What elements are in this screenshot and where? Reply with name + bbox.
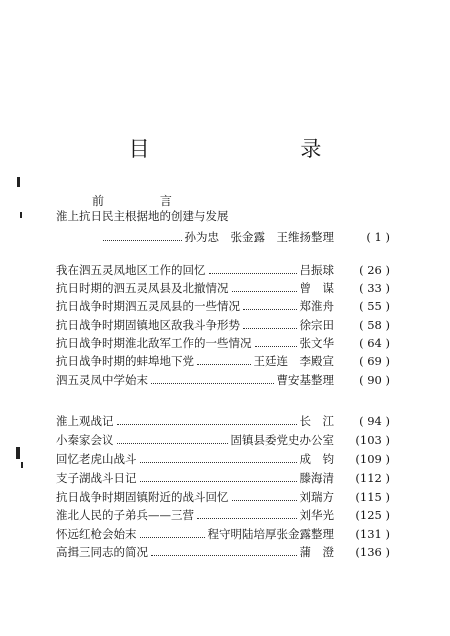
toc-entry [56, 279, 390, 297]
scan-artifact-mark [17, 177, 20, 187]
toc-entry [56, 543, 390, 561]
dot-leader [197, 512, 297, 519]
toc-entry-page: ( 1 ) [366, 230, 390, 244]
toc-entry [56, 316, 390, 334]
toc-entry-page: (115 ) [355, 490, 390, 504]
toc-entry [56, 450, 390, 468]
toc-entry [100, 228, 390, 246]
dot-leader [103, 234, 182, 241]
toc-entry-title: 抗日战争时期固镇附近的战斗回忆 [56, 490, 229, 504]
dot-leader [243, 303, 297, 310]
toc-entry-title: 抗日战争时期泗五灵凤县的一些情况 [56, 299, 240, 313]
preface-entry: 前 言 [92, 194, 198, 208]
toc-entry [56, 488, 390, 506]
toc-entry-title: 淮北人民的子弟兵——三营 [56, 508, 194, 522]
toc-entry-author: 吕振球 [299, 263, 334, 277]
toc-entry [56, 261, 390, 279]
toc-entry [56, 506, 390, 524]
toc-entry-title: 抗日战争时期淮北敌军工作的一些情况 [56, 336, 252, 350]
toc-entry-author: 曾 谋 [299, 281, 334, 295]
toc-entry-page: ( 94 ) [359, 414, 390, 428]
toc-entry-author: 长 江 [299, 414, 334, 428]
toc-entry-author: 徐宗田 [299, 318, 334, 332]
toc-entry-title: 怀远红枪会始末 [56, 527, 137, 541]
toc-entry-author: 曹安基整理 [276, 373, 334, 387]
dot-leader [209, 267, 297, 274]
dot-leader [151, 549, 297, 556]
toc-entry-title: 高揖三同志的简况 [56, 545, 148, 559]
toc-entry-author: 孙为忠 张金露 王维扬整理 [184, 230, 334, 244]
toc-entry [56, 469, 390, 487]
toc-entry-page: ( 69 ) [359, 354, 390, 368]
toc-entry-page: (112 ) [355, 471, 390, 485]
toc-entry-page: ( 58 ) [359, 318, 390, 332]
toc-entry-title: 我在泗五灵凤地区工作的回忆 [56, 263, 206, 277]
toc-entry [56, 431, 390, 449]
toc-entry-author: 郑淮舟 [299, 299, 334, 313]
toc-entry-page: ( 90 ) [359, 373, 390, 387]
dot-leader [140, 531, 205, 538]
toc-entry-title: 回忆老虎山战斗 [56, 452, 137, 466]
dot-leader [117, 418, 297, 425]
dot-leader [140, 456, 297, 463]
dot-leader [255, 340, 297, 347]
toc-entry-title: 淮上观战记 [56, 414, 114, 428]
dot-leader [151, 377, 274, 384]
toc-entry-title: 抗日战争时期的蚌埠地下党 [56, 354, 194, 368]
toc-entry [56, 297, 390, 315]
toc-entry-page: (103 ) [355, 433, 390, 447]
toc-entry-title: 抗日时期的泗五灵凤县及北撤情况 [56, 281, 229, 295]
toc-entry-author: 张文华 [299, 336, 334, 350]
toc-entry-title: 淮上抗日民主根据地的创建与发展 [56, 209, 229, 223]
toc-entry-page: (125 ) [355, 508, 390, 522]
scan-artifact-mark [16, 447, 20, 459]
dot-leader [140, 475, 297, 482]
page-title: 目 录 [128, 137, 394, 161]
dot-leader [232, 285, 297, 292]
toc-entry-author: 固镇县委党史办公室 [230, 433, 334, 447]
toc-entry-author: 程守明陆培厚张金露整理 [207, 527, 334, 541]
toc-entry-author: 王廷连 李殿宣 [253, 354, 334, 368]
dot-leader [117, 437, 228, 444]
toc-entry-author: 刘华光 [299, 508, 334, 522]
toc-entry-title: 泗五灵凤中学始末 [56, 373, 148, 387]
toc-entry-author: 刘瑞方 [299, 490, 334, 504]
toc-entry-title: 小秦家会议 [56, 433, 114, 447]
scan-artifact-mark [20, 212, 22, 218]
toc-entry-page: ( 55 ) [359, 299, 390, 313]
scan-artifact-mark [21, 462, 23, 468]
toc-entry-title: 抗日战争时期固镇地区敌我斗争形势 [56, 318, 240, 332]
toc-entry [56, 352, 390, 370]
toc-entry-page: (109 ) [355, 452, 390, 466]
dot-leader [197, 358, 251, 365]
toc-entry-author: 成 钧 [299, 452, 334, 466]
toc-entry [56, 371, 390, 389]
toc-entry-author: 滕海清 [299, 471, 334, 485]
toc-entry-title: 支子湖战斗日记 [56, 471, 137, 485]
toc-entry-page: ( 64 ) [359, 336, 390, 350]
dot-leader [232, 494, 297, 501]
toc-entry-page: (136 ) [355, 545, 390, 559]
toc-entry-page: ( 33 ) [359, 281, 390, 295]
toc-entry [56, 412, 390, 430]
toc-entry [56, 334, 390, 352]
toc-entry [56, 525, 390, 543]
toc-entry-page: (131 ) [355, 527, 390, 541]
toc-entry-page: ( 26 ) [359, 263, 390, 277]
dot-leader [243, 322, 297, 329]
toc-entry-author: 蒲 澄 [299, 545, 334, 559]
